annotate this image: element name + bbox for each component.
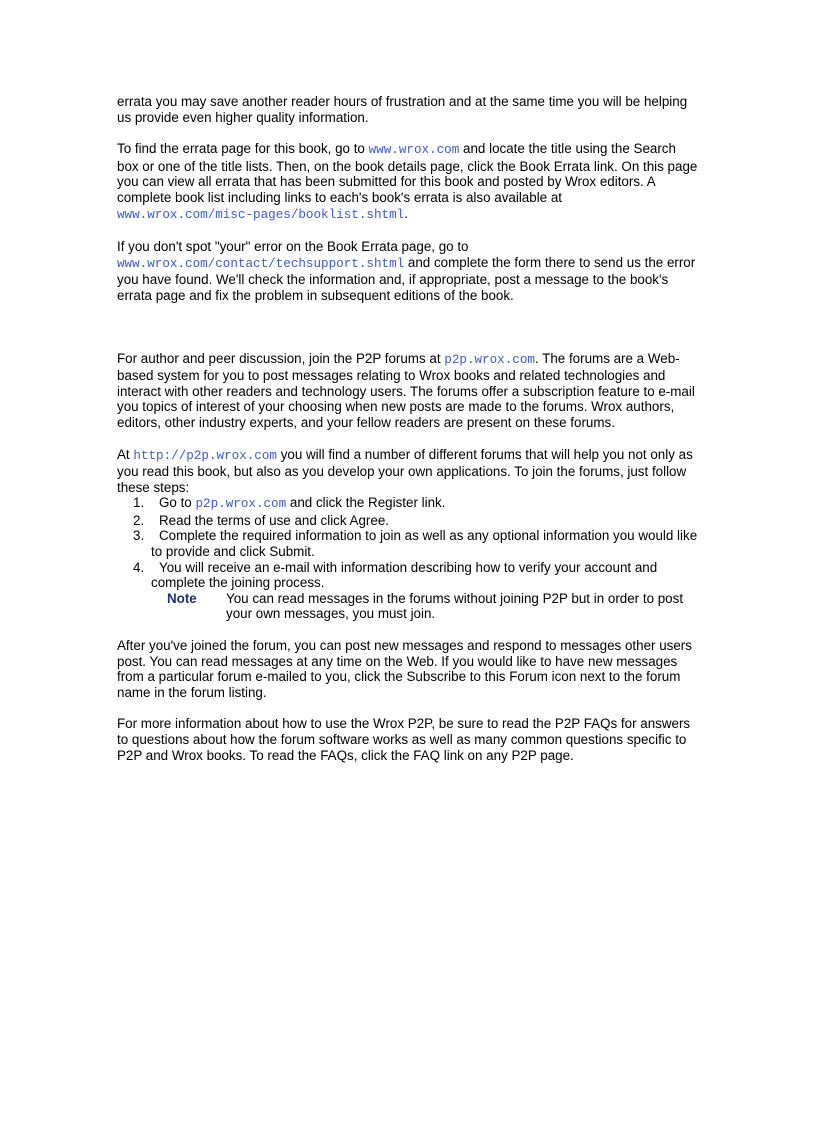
note-label: Note bbox=[167, 590, 197, 606]
find-errata-text-2: and locate the title using the Search box or one of the title lists. Then, on the book details page, click the Book Errata link. On this page you can view all errata that has been submitted for this book and posted by Wrox editors. A complete book list including links to each's book's errata is also available at bbox=[117, 141, 698, 205]
step-number: 2. bbox=[133, 512, 145, 528]
at-p2p-text-2: you will find a number of different forums that will help you not only as you read this book, but also as you develop your own applications. To join the forums, just follow these steps: bbox=[117, 446, 693, 495]
more-info-paragraph bbox=[117, 716, 701, 763]
after-joining-text: After you've joined the forum, you can post new messages and respond to messages other users post. You can read messages at any time on the Web. If you would like to have new messages from a particular forum e-mailed to you, click the Subscribe to this Forum icon next to the forum name in the forum listing. bbox=[117, 638, 692, 700]
after-joining-paragraph bbox=[117, 638, 701, 700]
errata-intro-text: errata you may save another reader hours of frustration and at the same time you will be helping us provide even higher quality information. bbox=[117, 94, 688, 125]
booklist-link[interactable]: www.wrox.com/misc-pages/booklist.shtml bbox=[117, 207, 405, 222]
step-text: Go to bbox=[159, 495, 196, 511]
at-p2p-paragraph bbox=[117, 447, 701, 496]
spot-error-text-1: If you don't spot "your" error on the Book Errata page, go to bbox=[117, 239, 469, 255]
find-errata-text-3: . bbox=[404, 205, 408, 221]
more-info-text: For more information about how to use the Wrox P2P, be sure to read the P2P FAQs for answers to questions about how the forum software works as well as many common questions specific to P2P and Wrox books. To read the FAQs, click the FAQ link on any P2P page. bbox=[117, 716, 691, 763]
techsupport-link[interactable]: www.wrox.com/contact/techsupport.shtml bbox=[117, 256, 405, 271]
step-number: 4. bbox=[133, 559, 145, 575]
forums-text-2: . The forums are a Web-based system for you to post messages relating to Wrox books and related technologies and interact with other readers and technology users. The forums offer a subscription feature to e-mail you topics of interest of your choosing when new posts are made to the forums. Wrox authors, editors, other industry experts, and your fellow readers are present on these forums. bbox=[117, 350, 695, 430]
forums-paragraph bbox=[117, 351, 701, 431]
list-item bbox=[117, 560, 701, 591]
section-gap bbox=[117, 320, 701, 351]
p2p-http-link[interactable]: http://p2p.wrox.com bbox=[133, 448, 277, 463]
note-body: You can read messages in the forums without joining P2P but in order to post your own messages, you must join. bbox=[226, 590, 684, 622]
document-page bbox=[117, 94, 701, 779]
forums-text-1: For author and peer discussion, join the P2P forums at bbox=[117, 350, 445, 366]
wrox-home-link[interactable]: www.wrox.com bbox=[368, 143, 460, 158]
errata-intro-paragraph bbox=[117, 94, 701, 125]
list-item bbox=[117, 528, 701, 559]
step-text: Read the terms of use and click Agree. bbox=[159, 512, 389, 528]
note-block bbox=[117, 591, 701, 622]
step-text-tail: and click the Register link. bbox=[286, 495, 446, 511]
step-text: Complete the required information to join as well as any optional information you would like to provide and click Submit. bbox=[151, 528, 698, 560]
at-p2p-text-1: At bbox=[117, 446, 134, 462]
list-item bbox=[117, 495, 701, 513]
step-number: 3. bbox=[133, 528, 145, 544]
spot-error-paragraph bbox=[117, 239, 701, 303]
find-errata-text-1: To find the errata page for this book, go to bbox=[117, 141, 369, 157]
p2p-forums-link[interactable]: p2p.wrox.com bbox=[444, 352, 535, 367]
p2p-register-link[interactable]: p2p.wrox.com bbox=[195, 497, 287, 512]
spot-error-text-2: and complete the form there to send us the error you have found. We'll check the information and, if appropriate, post a message to the book's errata page and fix the problem in subsequent editions of the book. bbox=[117, 254, 696, 303]
step-text: You will receive an e-mail with information describing how to verify your account and complete the joining process. bbox=[151, 559, 658, 591]
list-item bbox=[117, 513, 701, 529]
join-steps-list bbox=[117, 495, 701, 591]
find-errata-paragraph bbox=[117, 141, 701, 223]
step-number: 1. bbox=[133, 495, 145, 511]
